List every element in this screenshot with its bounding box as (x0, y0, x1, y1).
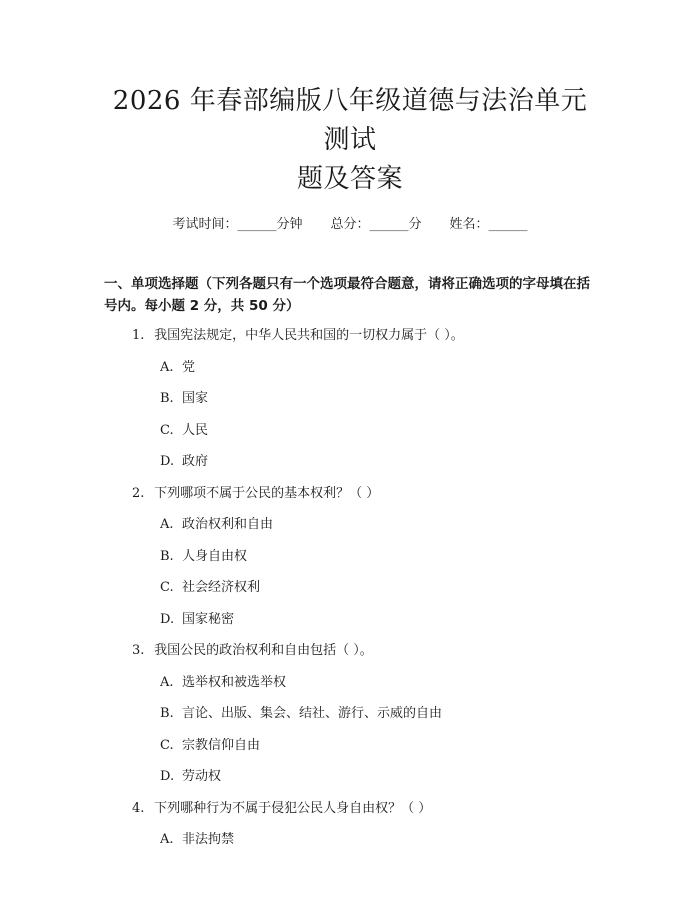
answer-option (160, 421, 596, 441)
option-list (104, 515, 596, 630)
answer-option (160, 736, 596, 756)
answer-option (160, 515, 596, 535)
answer-option (160, 547, 596, 567)
option-list (104, 673, 596, 788)
option-text: 劳动权 (182, 769, 222, 784)
option-letter: B. (160, 548, 174, 564)
option-text: 党 (182, 359, 196, 375)
option-text: 政府 (182, 454, 209, 469)
option-letter: B. (160, 391, 174, 406)
option-letter: B. (160, 706, 174, 721)
answer-option (160, 704, 596, 724)
total-score: 总分：______分 (330, 217, 422, 232)
option-text: 国家秘密 (182, 611, 235, 627)
document-title (104, 0, 596, 199)
student-name: 姓名：______ (449, 217, 528, 232)
option-text: 国家 (182, 391, 209, 406)
option-letter: C. (160, 422, 174, 438)
exam-time: 考试时间：______分钟 (172, 217, 303, 232)
question-number: 3. (132, 643, 145, 658)
option-list (104, 358, 596, 473)
answer-option (160, 389, 596, 409)
option-letter: A. (160, 832, 174, 847)
option-text: 政治权利和自由 (182, 517, 274, 532)
question-block (104, 641, 596, 787)
question-text (132, 484, 596, 504)
question-text (132, 326, 596, 346)
option-list (104, 830, 596, 850)
question-block (104, 484, 596, 630)
option-text: 人身自由权 (182, 548, 248, 564)
answer-option (160, 578, 596, 598)
option-letter: A. (160, 359, 174, 375)
option-letter: C. (160, 737, 174, 753)
answer-option (160, 830, 596, 850)
question-stem: 下列哪种行为不属于侵犯公民人身自由权？（ ） (154, 800, 432, 816)
option-text: 言论、出版、集会、结社、游行、示威的自由 (182, 706, 443, 721)
option-letter: D. (160, 454, 175, 469)
option-letter: D. (160, 769, 175, 784)
option-text: 人民 (182, 422, 209, 438)
option-letter: A. (160, 517, 174, 532)
answer-option (160, 673, 596, 693)
question-number: 1. (132, 328, 145, 343)
section-heading: 一、单项选择题（下列各题只有一个选项最符合题意，请将正确选项的字母填在括号内。每小题 2 分，共 50 分） (104, 276, 590, 314)
option-text: 选举权和被选举权 (182, 674, 287, 690)
answer-option (160, 452, 596, 472)
question-text (132, 641, 596, 661)
question-stem: 下列哪项不属于公民的基本权利？（ ） (154, 485, 380, 501)
option-text: 非法拘禁 (182, 832, 235, 847)
answer-option (160, 767, 596, 787)
question-stem: 我国公民的政治权利和自由包括（ ）。 (154, 643, 373, 658)
question-block (104, 326, 596, 472)
question-number: 2. (132, 485, 145, 501)
answer-option (160, 358, 596, 378)
question-number: 4. (132, 800, 145, 816)
option-text: 宗教信仰自由 (182, 737, 261, 753)
title-line-1: 2026 年春部编版八年级道德与法治单元测试 (112, 86, 588, 155)
exam-meta (104, 215, 596, 235)
option-letter: A. (160, 674, 174, 690)
option-letter: C. (160, 580, 174, 595)
title-line-2: 题及答案 (296, 164, 403, 194)
question-stem: 我国宪法规定，中华人民共和国的一切权力属于（ ）。 (154, 328, 464, 343)
question-block (104, 799, 596, 851)
question-list (104, 326, 596, 850)
answer-option (160, 610, 596, 630)
option-letter: D. (160, 611, 175, 627)
question-text (132, 799, 596, 819)
option-text: 社会经济权利 (182, 580, 261, 595)
